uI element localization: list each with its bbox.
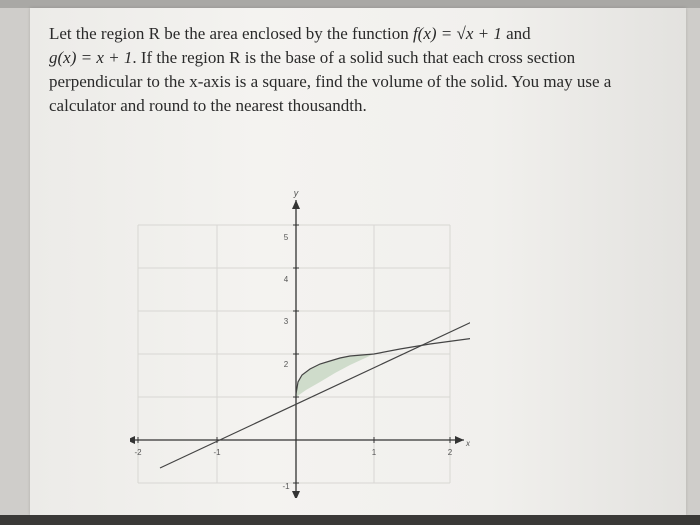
function-g-expression: g(x) = x + 1 — [49, 48, 133, 67]
x-axis — [130, 436, 464, 444]
problem-statement — [49, 22, 679, 118]
problem-line1-end: and — [501, 24, 531, 43]
y-axis — [292, 200, 300, 498]
y-tick-label-neg1: -1 — [282, 482, 290, 491]
graph-svg — [130, 178, 470, 498]
problem-line4-text: calculator and round to the nearest thousandth. — [49, 96, 367, 115]
problem-page — [30, 8, 686, 515]
function-graph — [130, 178, 470, 503]
screen-top-edge — [0, 0, 700, 8]
x-axis-label: x — [466, 439, 470, 448]
y-tick-label-4: 4 — [283, 275, 289, 284]
y-tick-label-5: 5 — [283, 233, 289, 242]
x-tick-label-neg1: -1 — [213, 448, 221, 457]
y-tick-label-2: 2 — [283, 360, 289, 369]
problem-line3-text: perpendicular to the x-axis is a square, find the volume of the solid. You may use a — [49, 72, 612, 91]
function-f-expression: f(x) = √x + 1 — [412, 24, 502, 43]
x-tick-label-2: 2 — [447, 448, 453, 457]
x-tick-label-1: 1 — [371, 448, 377, 457]
problem-line2-text: . If the region R is the base of a solid such that each cross section — [132, 48, 576, 67]
y-axis-label: y — [293, 188, 299, 198]
x-tick-label-neg2: -2 — [134, 448, 142, 457]
region-r — [296, 354, 374, 397]
screen-bottom-edge — [0, 515, 700, 525]
problem-line1-text: Let the region R be the area enclosed by the function — [49, 24, 413, 43]
y-tick-label-3: 3 — [283, 317, 289, 326]
line-g — [160, 319, 470, 468]
